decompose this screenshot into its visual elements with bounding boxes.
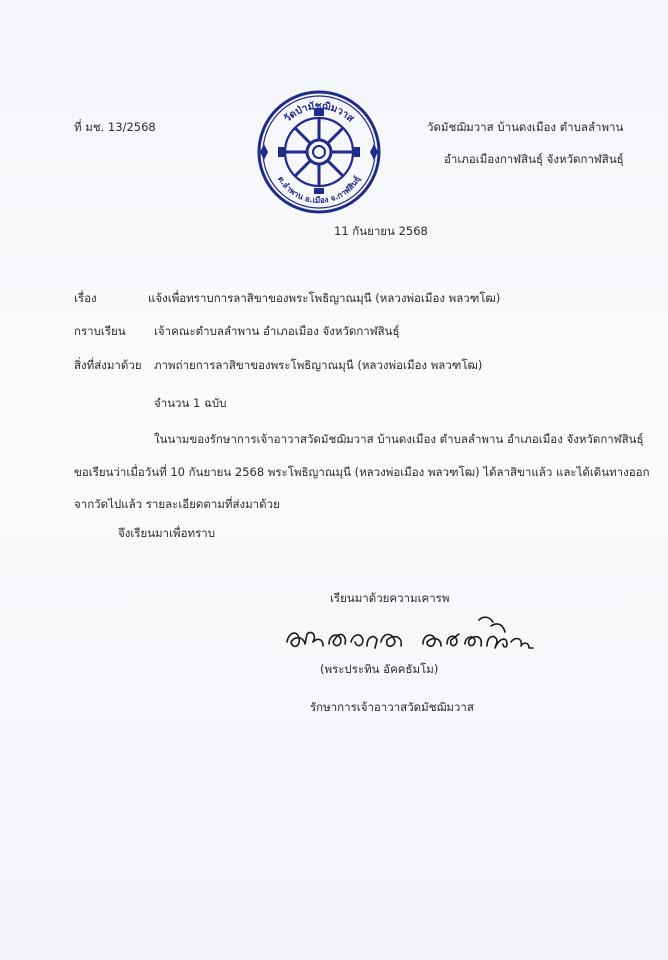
closing-statement: จึงเรียนมาเพื่อทราบ [118, 526, 216, 540]
recipient-label: กราบเรียน [74, 324, 126, 338]
document-date: 11 กันยายน 2568 [334, 224, 428, 238]
enclosure-label: สิ่งที่ส่งมาด้วย [74, 358, 142, 372]
seal-top-text: วัดป่ามัชฌิมวาส [282, 100, 356, 125]
seal-bottom-text: ต.ลำพาน อ.เมือง จ.กาฬสินธุ์ [275, 174, 363, 206]
printed-name: (พระประทิน อัคคธัมโม) [320, 662, 439, 676]
signatory-position: รักษาการเจ้าอาวาสวัดมัชฌิมวาส [310, 700, 474, 714]
enclosure-quantity: จำนวน 1 ฉบับ [154, 396, 227, 410]
sender-address-line-1: วัดมัชฌิมวาส บ้านดงเมือง ตำบลลำพาน [427, 120, 624, 134]
body-line-2: ขอเรียนว่าเมื่อวันที่ 10 กันยายน 2568 พระโพธิญาณมุนี (หลวงพ่อเมือง พลวฑโฒ) ได้ลาสิขาแล้ว และได้เดินทางออก [74, 465, 650, 479]
sender-address-line-2: อำเภอเมืองกาฬสินธุ์ จังหวัดกาฬสินธุ์ [444, 152, 624, 166]
document-number: ที่ มช. 13/2568 [74, 120, 156, 134]
subject-value: แจ้งเพื่อทราบการลาสิขาของพระโพธิญาณมุนี (หลวงพ่อเมือง พลวฑโฒ) [148, 291, 501, 305]
enclosure-value: ภาพถ่ายการลาสิขาของพระโพธิญาณมุนี (หลวงพ่อเมือง พลวฑโฒ) [154, 358, 483, 372]
salutation: เรียนมาด้วยความเคารพ [330, 591, 450, 605]
handwritten-signature [283, 612, 543, 658]
recipient-value: เจ้าคณะตำบลลำพาน อำเภอเมือง จังหวัดกาฬสินธุ์ [154, 324, 400, 338]
body-line-1: ในนามของรักษาการเจ้าอาวาสวัดมัชฌิมวาส บ้านดงเมือง ตำบลลำพาน อำเภอเมือง จังหวัดกาฬสินธุ์ [154, 432, 644, 446]
temple-seal-icon [254, 86, 384, 214]
subject-label: เรื่อง [74, 291, 97, 305]
body-line-3: จากวัดไปแล้ว รายละเอียดตามที่ส่งมาด้วย [74, 497, 280, 511]
